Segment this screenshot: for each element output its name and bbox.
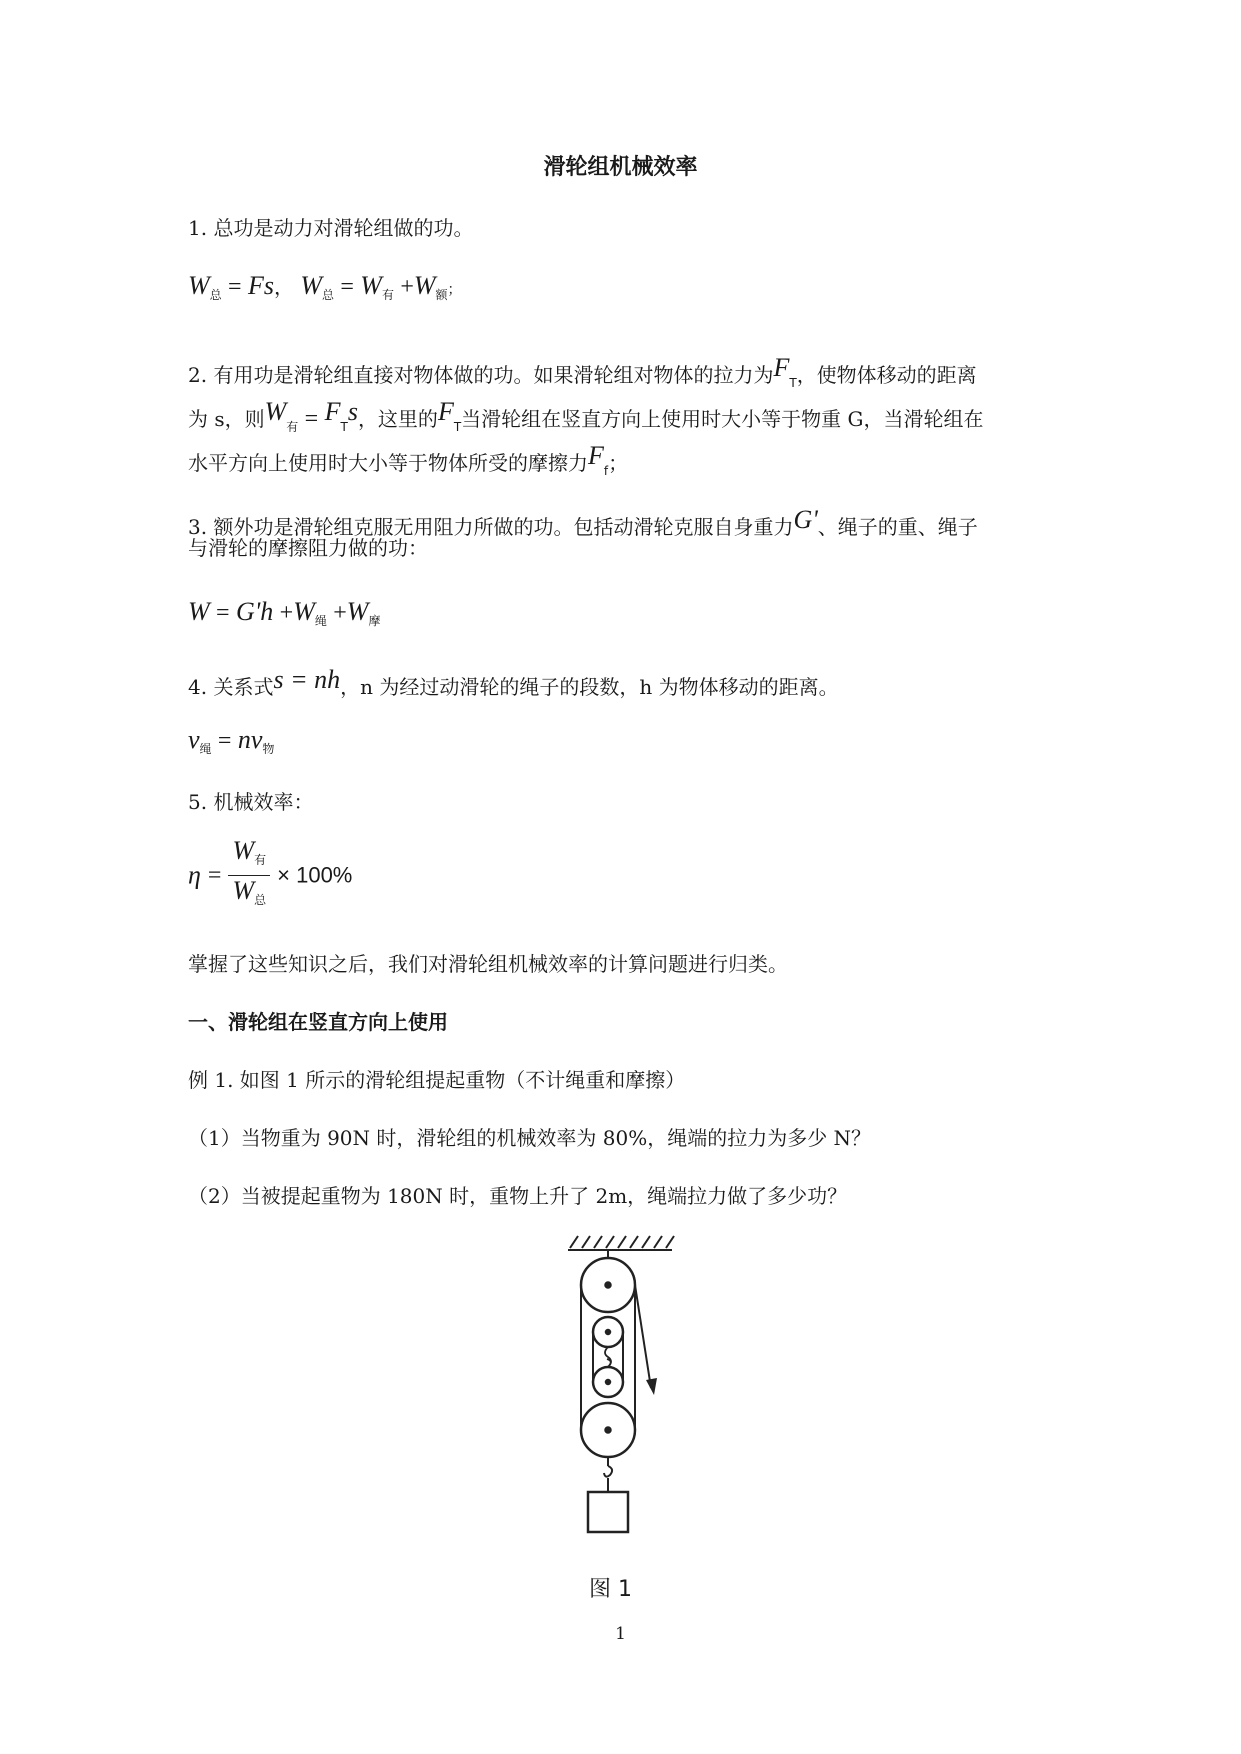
point-2-line-3: 水平方向上使用时大小等于物体所受的摩擦力$F_f$；: [188, 441, 629, 478]
point-4: 4. 关系式s = nh，n 为经过动滑轮的绳子的段数，h 为物体移动的距离。: [188, 665, 839, 699]
summary-text: 掌握了这些知识之后，我们对滑轮组机械效率的计算问题进行归类。: [188, 952, 788, 976]
movable-pulley-small-icon: [593, 1359, 623, 1397]
formula-velocity: $v_绳 = nv_物$: [188, 725, 275, 756]
page-number: 1: [615, 1624, 626, 1644]
point-3-line-2: 与滑轮的摩擦阻力做的功：: [188, 536, 428, 560]
pulley-diagram: [560, 1230, 690, 1560]
page-title: 滑轮组机械效率: [543, 155, 698, 180]
point-2-line-1: 2. 有用功是滑轮组直接对物体做的功。如果滑轮组对物体的拉力为$F_T$，使物体移动的距离: [188, 353, 977, 390]
formula-efficiency: η = $\frac{W_有}{W_总}$ × 100%: [188, 836, 353, 907]
point-5: 5. 机械效率：: [188, 790, 314, 814]
question-1: （1）当物重为 90N 时，滑轮组的机械效率为 80%，绳端的拉力为多少 N？: [188, 1126, 872, 1150]
example-1: 例 1. 如图 1 所示的滑轮组提起重物（不计绳重和摩擦）: [188, 1068, 686, 1092]
question-2: （2）当被提起重物为 180N 时，重物上升了 2m，绳端拉力做了多少功？: [188, 1184, 848, 1208]
point-2-line-2: 为 s，则$W_有 = F_Ts$，这里的$F_T$当滑轮组在竖直方向上使用时大小等于物重 G，当滑轮组在: [188, 397, 984, 434]
point-3-line-1: 3. 额外功是滑轮组克服无用阻力所做的功。包括动滑轮克服自身重力G'、绳子的重、绳子: [188, 505, 978, 539]
point-1: 1. 总功是动力对滑轮组做的功。: [188, 216, 474, 240]
movable-pulley-large-icon: [581, 1403, 635, 1457]
hook-icon: [604, 1457, 612, 1492]
fixed-pulley-large-icon: [581, 1258, 635, 1312]
section-heading: 一、滑轮组在竖直方向上使用: [188, 1010, 448, 1034]
weight-block-icon: [588, 1492, 628, 1532]
formula-total-work: $W_总 = Fs$， $W_总 = W_有 +W_额$；: [188, 271, 462, 302]
formula-extra-work: $W = G'h +W_绳 +W_摩$: [188, 597, 381, 628]
figure-caption: 图 1: [589, 1577, 632, 1602]
pull-arrow-icon: [646, 1378, 657, 1395]
ceiling-icon: [568, 1236, 674, 1258]
